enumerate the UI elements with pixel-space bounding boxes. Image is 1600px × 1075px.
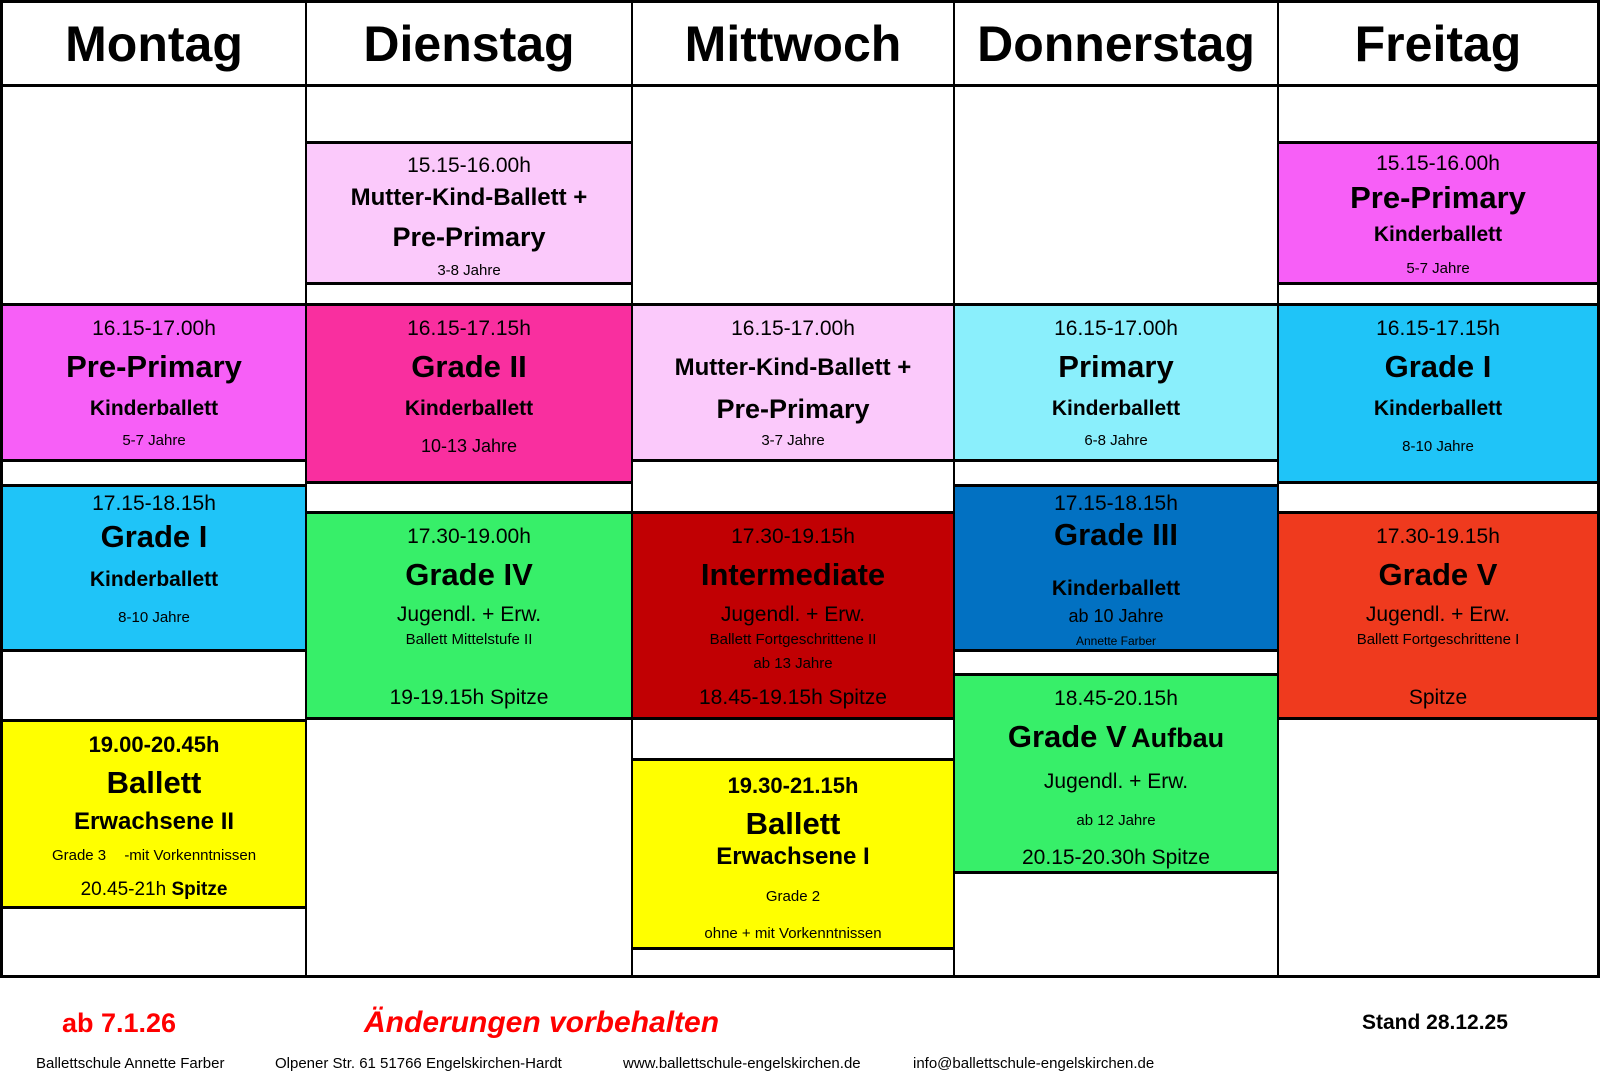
class-age: 5-7 Jahre: [1406, 260, 1470, 277]
class-title-line2: Pre-Primary: [716, 394, 870, 424]
class-age: ab 12 Jahre: [1076, 812, 1156, 829]
stand-date: Stand 28.12.25: [1362, 1011, 1508, 1034]
class-subtitle: Erwachsene II: [73, 808, 235, 835]
extra-label: Spitze: [171, 879, 228, 900]
class-block: [633, 303, 953, 462]
class-block: [955, 303, 1277, 462]
class-title: [955, 721, 1277, 752]
class-title: Ballett: [106, 765, 202, 800]
class-title: Grade I: [100, 519, 208, 554]
class-time: 15.15-16.00h: [1376, 152, 1500, 175]
class-note: ohne + mit Vorkenntnissen: [704, 925, 882, 942]
class-prerequisite: -mit Vorkenntnissen: [124, 847, 257, 864]
column-montag: [0, 0, 306, 978]
class-age: 5-7 Jahre: [122, 432, 186, 449]
class-time: 15.15-16.00h: [407, 154, 531, 177]
changes-notice: Änderungen vorbehalten: [364, 1006, 720, 1039]
class-level: Ballett Mittelstufe II: [405, 631, 533, 648]
class-block: [307, 303, 631, 484]
class-subtitle: Kinderballett: [1051, 577, 1181, 600]
class-time: 16.15-17.00h: [92, 317, 216, 340]
class-spitze: 18.45-19.15h Spitze: [699, 686, 887, 709]
class-spitze: 19-19.15h Spitze: [389, 686, 549, 709]
class-title-line1: Mutter-Kind-Ballett +: [350, 184, 588, 211]
class-block: [955, 484, 1277, 652]
class-subtitle: Erwachsene I: [716, 843, 870, 870]
class-block: [307, 511, 631, 720]
class-level: Ballett Fortgeschrittene II: [709, 631, 877, 648]
day-header-montag: Montag: [3, 3, 305, 87]
class-time: 17.30-19.15h: [731, 525, 855, 548]
class-audience: Jugendl. + Erw.: [1043, 770, 1189, 793]
day-header-freitag: Freitag: [1279, 3, 1597, 87]
column-donnerstag: [954, 0, 1278, 978]
class-subtitle: Kinderballett: [1373, 397, 1503, 420]
class-title: Primary: [1058, 349, 1174, 384]
class-time: 16.15-17.15h: [407, 317, 531, 340]
class-subtitle: Kinderballett: [1051, 397, 1181, 420]
school-name: Ballettschule Annette Farber: [36, 1055, 225, 1072]
class-block: [1279, 141, 1597, 285]
class-title: Grade IV: [405, 557, 533, 592]
school-website[interactable]: www.ballettschule-engelskirchen.de: [623, 1055, 861, 1072]
class-title: Grade II: [411, 349, 527, 384]
class-time: 17.15-18.15h: [1054, 492, 1178, 515]
class-title: Pre-Primary: [1350, 180, 1526, 215]
class-block: [1279, 303, 1597, 484]
valid-from: ab 7.1.26: [62, 1008, 177, 1038]
class-time: 16.15-17.00h: [731, 317, 855, 340]
class-title: Grade III: [1053, 517, 1179, 552]
class-block: [633, 758, 953, 950]
day-header-mittwoch: Mittwoch: [633, 3, 953, 87]
class-time: 17.30-19.00h: [407, 525, 531, 548]
class-block: [3, 303, 305, 462]
class-age: 3-7 Jahre: [761, 432, 825, 449]
column-freitag: [1278, 0, 1600, 978]
column-mittwoch: [632, 0, 954, 978]
class-title-line1: Mutter-Kind-Ballett +: [674, 354, 912, 381]
day-header-donnerstag: Donnerstag: [955, 3, 1277, 87]
class-audience: Jugendl. + Erw.: [720, 603, 866, 626]
class-time: 19.30-21.15h: [727, 773, 859, 798]
class-subtitle: Kinderballett: [1373, 223, 1503, 246]
school-address: Olpener Str. 61 51766 Engelskirchen-Hardt: [275, 1055, 562, 1072]
class-time: 18.45-20.15h: [1054, 687, 1178, 710]
class-block: [307, 141, 631, 285]
class-teacher: Annette Farber: [1075, 634, 1157, 648]
class-age: 8-10 Jahre: [118, 609, 190, 626]
class-block: [3, 484, 305, 652]
class-audience: Jugendl. + Erw.: [396, 603, 542, 626]
extra-time: 20.45-21h: [80, 879, 167, 900]
class-time: 16.15-17.00h: [1054, 317, 1178, 340]
class-age: 6-8 Jahre: [1084, 432, 1148, 449]
class-age: 8-10 Jahre: [1402, 438, 1474, 455]
school-email[interactable]: info@ballettschule-engelskirchen.de: [913, 1055, 1155, 1072]
class-age: 3-8 Jahre: [437, 262, 501, 279]
class-block: [633, 511, 953, 720]
class-age: ab 13 Jahre: [753, 655, 833, 672]
class-subtitle: Kinderballett: [89, 568, 219, 591]
class-note: [3, 848, 305, 863]
class-block: [1279, 511, 1597, 720]
column-dienstag: [306, 0, 632, 978]
class-block: [955, 673, 1277, 874]
class-title-line2: Pre-Primary: [392, 222, 546, 252]
class-time: 19.00-20.45h: [88, 732, 220, 757]
class-extra: [3, 880, 305, 899]
class-time: 17.15-18.15h: [92, 492, 216, 515]
class-title: Pre-Primary: [66, 349, 242, 384]
class-age: ab 10 Jahre: [1068, 606, 1164, 626]
class-audience: Jugendl. + Erw.: [1365, 603, 1511, 626]
class-subtitle: Kinderballett: [404, 397, 534, 420]
class-title: Grade V: [1378, 557, 1498, 592]
class-level: Ballett Fortgeschrittene I: [1356, 631, 1520, 648]
day-header-dienstag: Dienstag: [307, 3, 631, 87]
class-subtitle: Kinderballett: [89, 397, 219, 420]
class-grade: Grade 2: [765, 888, 821, 905]
footer: [0, 980, 1600, 1075]
class-block: [3, 719, 305, 909]
class-time: 16.15-17.15h: [1376, 317, 1500, 340]
class-title-suffix: Aufbau: [1131, 723, 1225, 753]
class-title: Ballett: [745, 806, 841, 841]
class-grade: Grade 3: [51, 847, 107, 864]
class-title: Intermediate: [700, 557, 886, 592]
class-title-main: Grade V: [1007, 719, 1127, 754]
class-spitze: 20.15-20.30h Spitze: [1022, 846, 1210, 869]
class-spitze: Spitze: [1408, 686, 1468, 709]
class-age: 10-13 Jahre: [420, 436, 518, 456]
class-title: Grade I: [1384, 349, 1492, 384]
class-time: 17.30-19.15h: [1376, 525, 1500, 548]
